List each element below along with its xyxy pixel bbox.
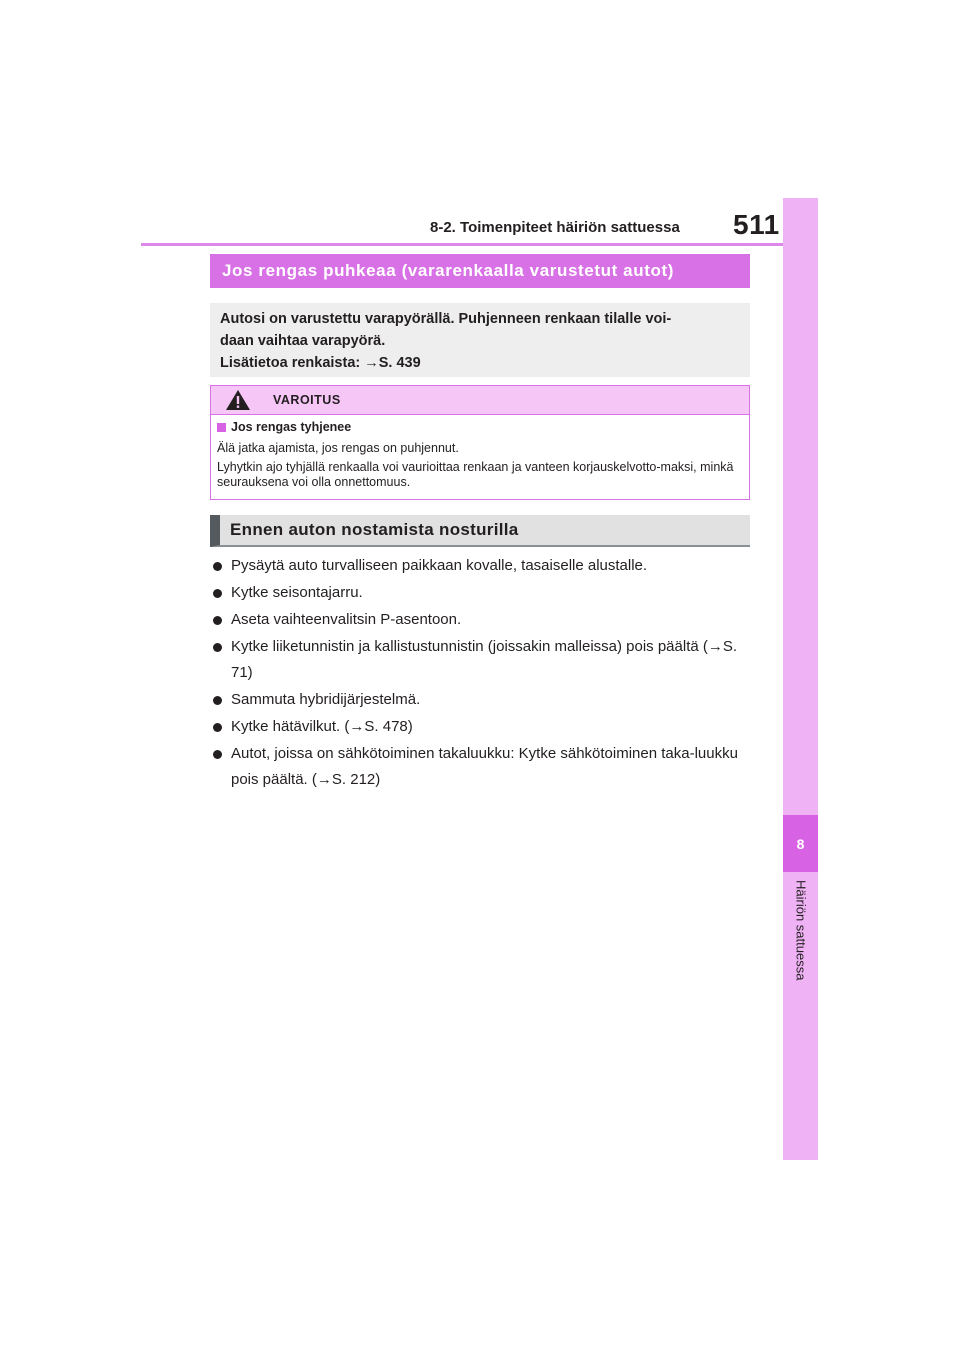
- info-link[interactable]: Lisätietoa renkaista: →S. 439: [220, 355, 421, 371]
- side-tab-chapter-number[interactable]: 8: [783, 815, 818, 872]
- list-item-text: Sammuta hybridijärjestelmä.: [231, 691, 421, 708]
- list-item: [210, 687, 750, 713]
- bullet-dot-icon: [213, 696, 222, 705]
- list-item-text: Kytke liiketunnistin ja kallistustunnistin (joissakin malleissa) pois päältä (→S. 71): [231, 638, 738, 681]
- list-item: [210, 714, 750, 740]
- bullet-dot-icon: [213, 723, 222, 732]
- chapter-title: 8-2. Toimenpiteet häiriön sattuessa: [430, 219, 680, 236]
- bullet-dot-icon: [213, 643, 222, 652]
- list-item: [210, 741, 750, 793]
- info-line: daan vaihtaa varapyörä.: [220, 333, 386, 349]
- warning-header: [211, 386, 749, 415]
- info-box: [210, 303, 750, 377]
- warning-triangle-icon: [225, 389, 251, 411]
- list-item: [210, 580, 750, 606]
- warning-title: VAROITUS: [273, 393, 341, 407]
- info-line: Autosi on varustettu varapyörällä. Puhjenneen renkaan tilalle voi-: [220, 311, 672, 327]
- bullet-dot-icon: [213, 750, 222, 759]
- warning-body: [211, 415, 749, 490]
- warning-subheading: [217, 420, 743, 435]
- warning-paragraph: Lyhytkin ajo tyhjällä renkaalla voi vaurioittaa renkaan ja vanteen korjauskelvotto-maksi, minkä seurauksena voi olla onnettomuus.: [217, 460, 734, 489]
- list-item: [210, 634, 750, 686]
- warning-subheading-text: Jos rengas tyhjenee: [231, 420, 352, 434]
- header-rule: [141, 243, 783, 246]
- list-item-text: Kytke hätävilkut. (→S. 478): [231, 718, 413, 735]
- section-title-text: Jos rengas puhkeaa (vararenkaalla varustetut autot): [222, 261, 674, 280]
- list-item-text: Kytke seisontajarru.: [231, 584, 363, 601]
- section-title-text: Ennen auton nostamista nosturilla: [230, 520, 519, 539]
- warning-box: [210, 385, 750, 500]
- warning-paragraph: Älä jatka ajamista, jos rengas on puhjennut.: [217, 441, 459, 455]
- bullet-dot-icon: [213, 616, 222, 625]
- page-number: 511: [733, 209, 780, 240]
- list-item: [210, 607, 750, 633]
- bullet-list: [210, 553, 750, 794]
- list-item-text: Pysäytä auto turvalliseen paikkaan kovalle, tasaiselle alustalle.: [231, 557, 648, 574]
- list-item: [210, 553, 750, 579]
- section-title-before-lifting: [210, 515, 750, 547]
- list-item-text: Aseta vaihteenvalitsin P-asentoon.: [231, 611, 462, 628]
- side-tab-label-wrap: [783, 880, 818, 1010]
- section-title-flat-tire: [210, 254, 750, 288]
- bullet-dot-icon: [213, 562, 222, 571]
- side-tab-band: [783, 198, 818, 1160]
- square-bullet-icon: [217, 423, 226, 432]
- list-item-text: Autot, joissa on sähkötoiminen takaluukku: Kytke sähkötoiminen taka-luukku pois päältä. (→S. 212): [231, 745, 738, 788]
- side-tab-chapter-label: Häiriön sattuessa: [793, 880, 808, 981]
- bullet-dot-icon: [213, 589, 222, 598]
